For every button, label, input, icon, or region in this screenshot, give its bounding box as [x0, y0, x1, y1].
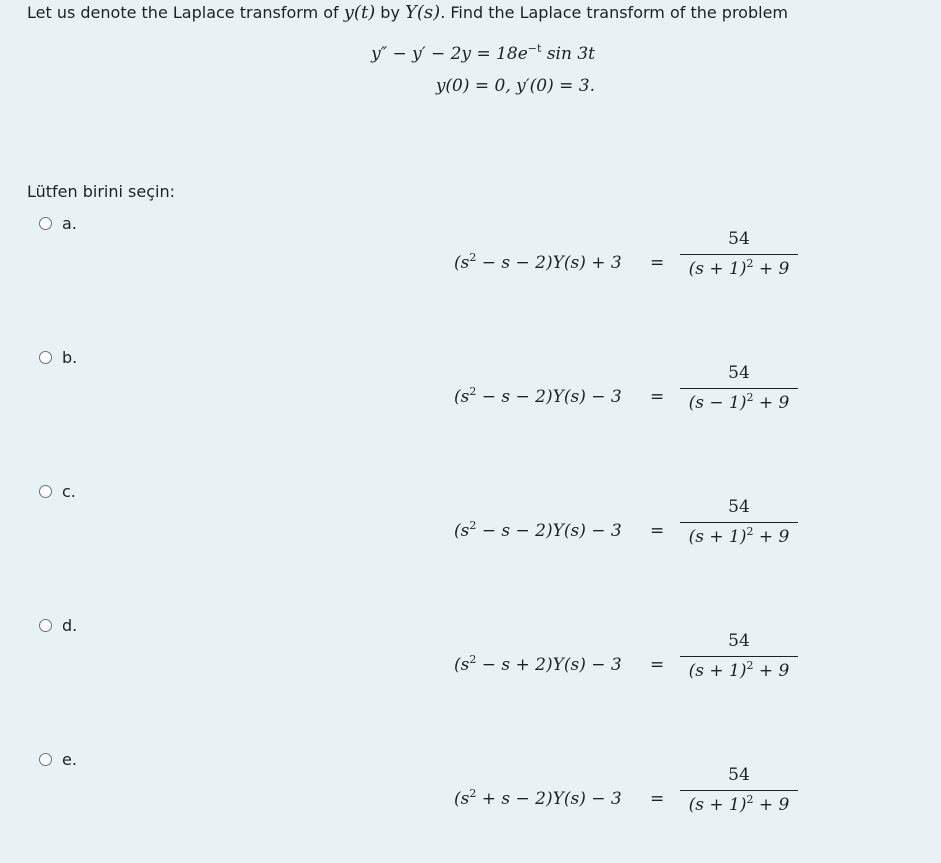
lhs-rest: + s − 2)Y(s) − 3: [476, 789, 622, 809]
lhs-exponent: 2: [469, 519, 477, 532]
fraction: [680, 765, 798, 815]
given-line1: y″ − y′ − 2y = 18e: [371, 44, 528, 64]
numerator: 54: [728, 363, 750, 383]
lhs-rest: − s − 2)Y(s) − 3: [476, 387, 622, 407]
option-letter: d.: [62, 616, 78, 635]
equals-sign: =: [650, 655, 665, 675]
den-rest: + 9: [753, 795, 790, 815]
lhs-part: (s: [454, 387, 470, 407]
radio-button[interactable]: [39, 485, 52, 498]
lhs-exponent: 2: [469, 251, 477, 264]
fraction-bar: [680, 790, 798, 791]
denominator: [680, 393, 798, 413]
lhs-rest: − s + 2)Y(s) − 3: [476, 655, 622, 675]
den-rest: + 9: [753, 527, 790, 547]
option-letter: b.: [62, 348, 78, 367]
given-line2: y(0) = 0, y′(0) = 3.: [435, 76, 595, 96]
radio-button[interactable]: [39, 217, 52, 230]
denominator: [680, 259, 798, 279]
lhs-rest: − s − 2)Y(s) + 3: [476, 253, 622, 273]
option-letter: e.: [62, 750, 77, 769]
given-line1-exponent: −t: [527, 42, 542, 55]
lhs-part: (s: [454, 521, 470, 541]
option-b[interactable]: [0, 348, 941, 461]
fraction-bar: [680, 522, 798, 523]
option-d[interactable]: [0, 616, 941, 729]
fraction-bar: [680, 388, 798, 389]
question-suffix: . Find the Laplace transform of the problem: [440, 3, 788, 22]
den-exponent: 2: [746, 525, 754, 538]
question-by: by: [375, 3, 406, 22]
radio-button[interactable]: [39, 753, 52, 766]
question-Y-s: Y(s): [405, 2, 441, 23]
den-part: (s + 1): [688, 527, 747, 547]
radio-button[interactable]: [39, 619, 52, 632]
option-letter: a.: [62, 214, 77, 233]
equals-sign: =: [650, 253, 665, 273]
initial-conditions: [130, 76, 595, 96]
fraction-bar: [680, 254, 798, 255]
lhs-exponent: 2: [469, 385, 477, 398]
denominator: [680, 795, 798, 815]
den-rest: + 9: [753, 259, 790, 279]
den-exponent: 2: [746, 257, 754, 270]
numerator: 54: [728, 765, 750, 785]
den-exponent: 2: [746, 793, 754, 806]
den-part: (s + 1): [688, 259, 747, 279]
den-exponent: 2: [746, 391, 754, 404]
lhs-exponent: 2: [469, 787, 477, 800]
den-part: (s + 1): [688, 795, 747, 815]
numerator: 54: [728, 497, 750, 517]
den-exponent: 2: [746, 659, 754, 672]
equals-sign: =: [650, 521, 665, 541]
numerator: 54: [728, 631, 750, 651]
den-rest: + 9: [753, 393, 790, 413]
equals-sign: =: [650, 789, 665, 809]
equals-sign: =: [650, 387, 665, 407]
option-e[interactable]: [0, 750, 941, 863]
radio-button[interactable]: [39, 351, 52, 364]
lhs-rest: − s − 2)Y(s) − 3: [476, 521, 622, 541]
option-a[interactable]: [0, 214, 941, 327]
den-rest: + 9: [753, 661, 790, 681]
given-line1-end: sin 3t: [541, 44, 595, 64]
given-equation: [130, 44, 595, 64]
question-y-t: y(t): [343, 2, 376, 23]
lhs-part: (s: [454, 789, 470, 809]
question-prefix: Let us denote the Laplace transform of: [27, 3, 344, 22]
option-letter: c.: [62, 482, 76, 501]
fraction: [680, 497, 798, 547]
fraction: [680, 229, 798, 279]
den-part: (s + 1): [688, 661, 747, 681]
lhs-part: (s: [454, 253, 470, 273]
choose-one-prompt: Lütfen birini seçin:: [27, 182, 175, 201]
fraction: [680, 631, 798, 681]
den-part: (s − 1): [688, 393, 747, 413]
lhs-part: (s: [454, 655, 470, 675]
question-text: [27, 2, 788, 23]
denominator: [680, 661, 798, 681]
fraction: [680, 363, 798, 413]
option-c[interactable]: [0, 482, 941, 595]
fraction-bar: [680, 656, 798, 657]
lhs-exponent: 2: [469, 653, 477, 666]
denominator: [680, 527, 798, 547]
numerator: 54: [728, 229, 750, 249]
